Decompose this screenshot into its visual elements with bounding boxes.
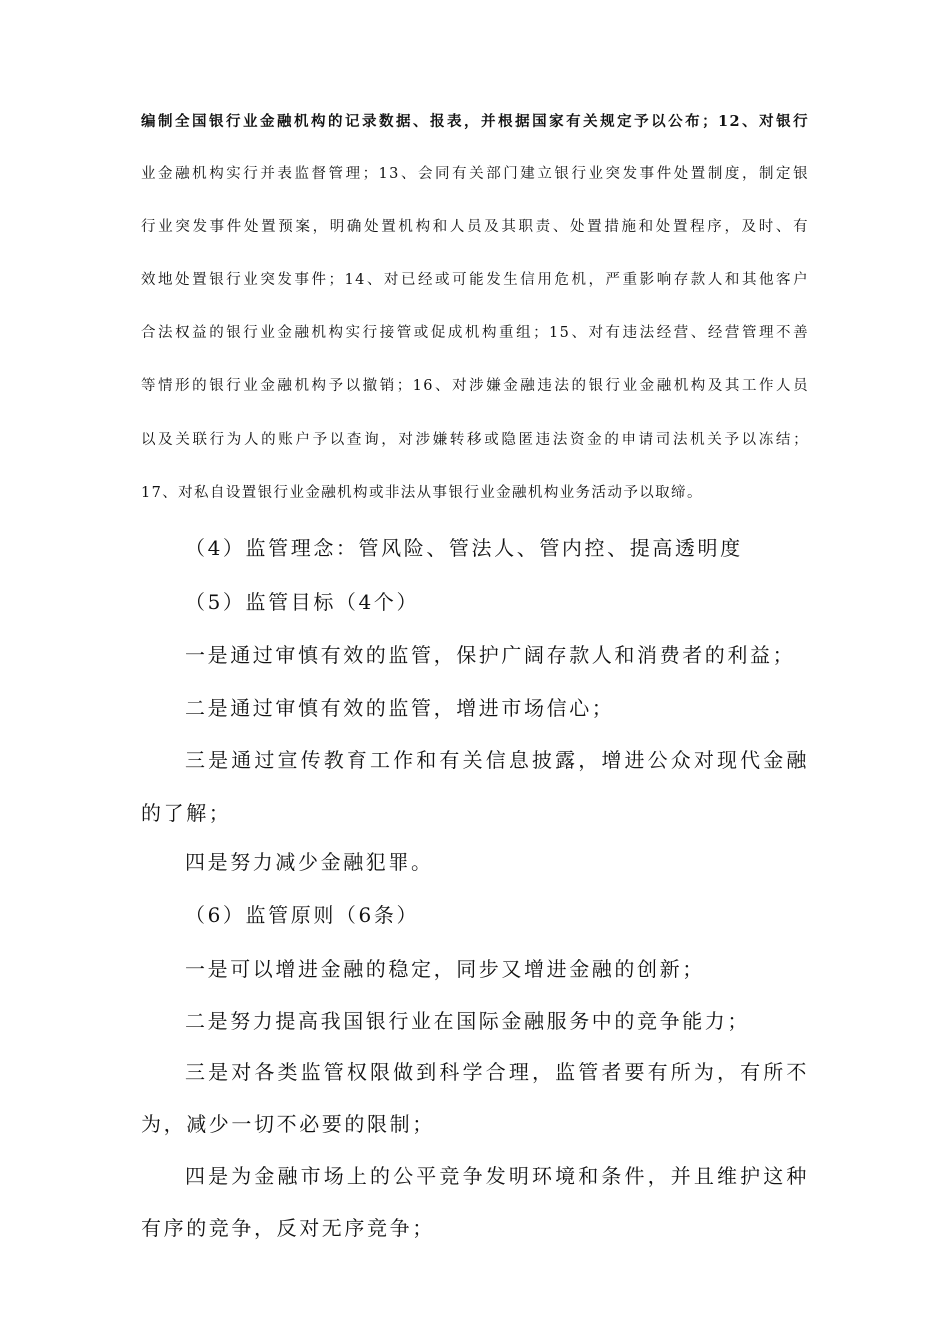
- text-line-4: 效地处置银行业突发事件；14、对已经或可能发生信用危机，严重影响存款人和其他客户: [141, 272, 809, 288]
- goal-item-2: 二是通过审慎有效的监管，增进市场信心；: [185, 696, 615, 720]
- principle-item-4: 四是为金融市场上的公平竞争发明环境和条件，并且维护这种: [185, 1164, 809, 1188]
- goal-item-4: 四是努力减少金融犯罪。: [185, 850, 434, 874]
- principle-item-1: 一是可以增进金融的稳定，同步又增进金融的创新；: [185, 957, 705, 981]
- principle-item-2: 二是努力提高我国银行业在国际金融服务中的竞争能力；: [185, 1009, 750, 1033]
- text-line-1: 编制全国银行业金融机构的记录数据、报表，并根据国家有关规定予以公布；12、对银行: [141, 113, 809, 130]
- goal-item-3-cont: 的了解；: [141, 801, 232, 825]
- principle-item-4-cont: 有序的竞争，反对无序竞争；: [141, 1216, 435, 1240]
- text-line-6: 等情形的银行业金融机构予以撤销；16、对涉嫌金融违法的银行业金融机构及其工作人员: [141, 378, 809, 394]
- text-line-5: 合法权益的银行业金融机构实行接管或促成机构重组；15、对有违法经营、经营管理不善: [141, 325, 809, 341]
- text-line-8: 17、对私自设置银行业金融机构或非法从事银行业金融机构业务活动予以取缔。: [141, 485, 703, 501]
- text-line-3: 行业突发事件处置预案，明确处置机构和人员及其职责、处置措施和处置程序，及时、有: [141, 219, 809, 235]
- section-heading-4: （4）监管理念：管风险、管法人、管内控、提高透明度: [185, 536, 743, 560]
- text-line-7: 以及关联行为人的账户予以查询，对涉嫌转移或隐匿违法资金的申请司法机关予以冻结；: [141, 432, 809, 448]
- text-line-2: 业金融机构实行并表监督管理；13、会同有关部门建立银行业突发事件处置制度，制定银: [141, 166, 809, 182]
- section-heading-6: （6）监管原则（6条）: [185, 903, 420, 927]
- section-heading-5: （5）监管目标（4个）: [185, 590, 420, 614]
- goal-item-1: 一是通过审慎有效的监管，保护广阔存款人和消费者的利益；: [185, 643, 796, 667]
- principle-item-3-cont: 为，减少一切不必要的限制；: [141, 1112, 435, 1136]
- goal-item-3: 三是通过宣传教育工作和有关信息披露，增进公众对现代金融: [185, 748, 809, 772]
- principle-item-3: 三是对各类监管权限做到科学合理，监管者要有所为，有所不: [185, 1060, 809, 1084]
